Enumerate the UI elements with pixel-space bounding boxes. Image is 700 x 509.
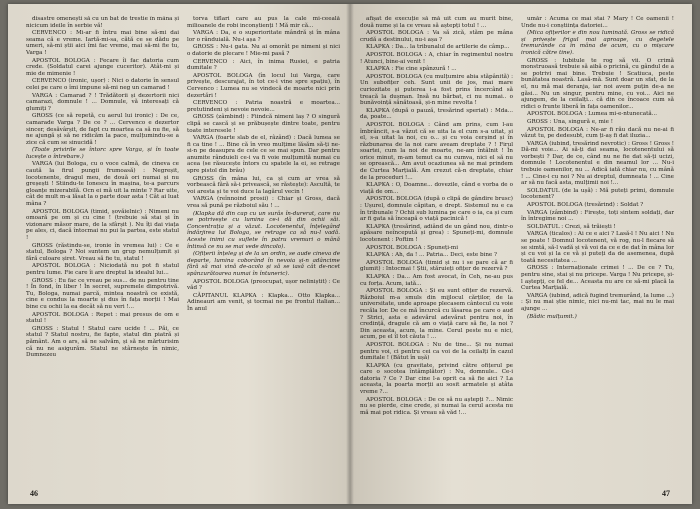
dialogue-line: KLAPKA (după o pauză, tresărind speriat) : Mda... da, poate... [360, 107, 513, 121]
right-page [350, 4, 692, 504]
dialogue-line: VARGA (foarte slab de el, râzând) : Dacă lumea se fi ca tine ! ... Bine că în vreo mulțime lăsăm să-ți ne-si-n pe deasupra de cele ce se mai spun. Dar pentru anumite rânduieli ce-i va fi voie mulțumită numai cu acea (se răsucește întors cu spatele la ei, se retrage spre pistol din brâu) [187, 135, 340, 175]
stage-direction: (Mica ofițerilor e din nou luminată. Gross se ridică și privește frigul mai aproape, cu degetele tremurânde ca în mâna de acum, cu o mișcare ironică către tine). [521, 30, 674, 56]
dialogue-line: GROSS : Iubitule te rog să vii. O crimă monstruoasă trebuie să aibă o pricină, cu gândul de a se potrivi mai bine. Trebuie ! Scatiuca, peste bunătatea noastră. Lasă-mă. Sunt doar un sfat, de la el, nu mă mai deranja, iar noi avem puțin de-a ne găsi... Nu un singur, pentru mine, cu voi... Aici ne ajungem, de la ceilalți... că din ce încoace cum să ridici o frunte liberă în fața oamenilor... [521, 57, 674, 110]
dialogue-line: APOSTOL BOLOGA : Fecare îi fac datoria cum crede. (Soldatul carei ajunge cuceritor). Atât-mi și mie de mimenie ! [26, 57, 179, 77]
dialogue-line: GROSS (zâmbind) : Fiindcă nimeni laș ? O singură clipă se cască și se prăbușește dintre toate, pentru toate interesele ! [187, 114, 340, 134]
right-page-columns [360, 16, 674, 486]
dialogue-line: VARGA (iubind, adică fugind tremurând, la lume ...) : Și nu mai știe nimic, nici nu-mi tac, mai nu le mai ajunge ... [521, 292, 674, 312]
stage-direction: (Ofițerii înțeleg și de la un ordin, se aude cineva de departe, lumina coborând în nevoia și-n adâncime fără să mai vină de-acolo și să se iasă cât de-ncet spânzurătoarea numai în întuneric). [187, 251, 340, 277]
dialogue-line: GROSS : Internaționale crimei ! ... De ce ? Tu, pentru sine, stai și nu pricepe. Varga ! Nu pricepe, și-l aștepți, ce fel de... Aceasta nu are ce să-mi placă la Curtea Marțială. [521, 265, 674, 292]
dialogue-line: APOSTOL BOLOGA : Repet : mai presus de om e statul ! [26, 311, 179, 325]
dialogue-line: CERVENCO : Patria noastră e moartea... pretutindeni și nevoie nevoie... [187, 100, 340, 113]
dialogue-line: disastre omenești să cu un bat de trestie în mâna și nicicum ideile în serbie vă! [26, 16, 179, 29]
dialogue-line: VARGA (lui Bologa, cu o voce calmă, de cineva ce caută la firul pungii frumoasă) : Negreșit, locotenente, dragul meu, de două ori numai și nu greșești ! Stiindu-te Ionescu în mașina, te-a parcurs gloanțe mizerabilă. Ocn ei mă uit la minte ? Rar uite, cât de mult m-a lăsat la o parte doar asta ! Cât ai luat mâna ? [26, 161, 179, 208]
dialogue-line: APOSTOL BOLOGA : Niciodată nu pot fi statul pentru lume. Fie care îi are dreptul la idealul lui... [26, 263, 179, 276]
dialogue-line: GROSS (răstindu-se, ironie în vremea lui) : Ce e statul, Bologa ? Noi suntem un grup nemulțumit și fără culoare șiret. Vreau să fie tu, statul ! [26, 242, 179, 262]
left-page-column-1 [26, 16, 179, 486]
dialogue-line: GROSS : Una, singură e, mie ! [527, 118, 614, 125]
dialogue-line: APOSTOL BOLOGA : Spuneți-mi [366, 244, 459, 251]
dialogue-line: GROSS : Statul ! Statul care ucide ! ... Păi, ce statul ? Statul nostru, fie fapte, statul din piatră și pământ. Am o ars, să ne salvăm, și să ne mărturisim că nu ne asigurăm. Statul ne stârnește în nimic, Dumnezeu [26, 325, 179, 359]
dialogue-line: CĂPITANUL KLAPKA : Klapka... Otto Klapka... Adineauri am venit, și tocmai ne pe frontul italian... În anul [187, 292, 340, 312]
dialogue-line: APOSTOL BOLOGA : Nu de tine... Și nu numai pentru voi, ci pentru cei ca voi de la ceilalți în cazul dumitale ! (Bătut în ușă) [360, 341, 513, 362]
dialogue-line: GROSS : Eu fac ce vreau pe sus... de nu pentru tine ! În fond, în liber ! În secret, supremele dimpotrivă. Tu, Bologa, numai parcă, mintea noastră ce există, cine e condus la moarte și dus în fața morții ! Mai bine cu ochii la ea decât să nu veri !... [26, 277, 179, 310]
dialogue-line: VARGA (ticalos) : Ai ce e aici ? Lasă-l ! Nu aici ! Nu se poate ! Domnul locotenent, vă rog, nu-l fiecare să se simtă, să-l vadă și vă voi da ce e de dat în mâna lor și cu voi și la ce vă și puteți da de asemenea, după toată necesitatea ... [521, 231, 674, 264]
left-page [8, 4, 350, 504]
dialogue-line: KLAPKA : Ah, da ! ... Patria... Deci, este bine ? [366, 252, 498, 259]
right-page-column-2 [521, 16, 674, 486]
dialogue-line: APOSTOL BOLOGA (tresărind) : Soldat ? [527, 202, 644, 209]
dialogue-line: VARGA (zâmbind) : Firește, toți sintem soldați, dar în întregime noi ... [521, 209, 674, 223]
stage-direction: (Toate privirile se întorc spre Varga, și în toate lucește o întrebare.) [26, 147, 179, 160]
dialogue-line: APOSTOL BOLOGA : A, chiar în regimentul nostru ! Atunci, bine-ai venit ! [360, 51, 513, 65]
page-number-left: 46 [30, 489, 38, 498]
dialogue-line: VARGA (reînnoind prosii) : Chiar și Gross, dacă vrea să pună pe războiul său ! ... [187, 196, 340, 210]
dialogue-line: SOLDATUL (de la ușă) : Mă puteți primi, domnule locotenent? [521, 187, 674, 201]
dialogue-line: SOLDATUL : Crezi, să trăiești ! [527, 223, 616, 230]
dialogue-line: APOSTOL BOLOGA (după o clipă de gândire brusc) : Ușurel, domnule căpitan, e drept. Sistemul nu e ca în tribunale ? Ochii sub lumina pe care o ia, ca și cum ar fi gata să înceapă o viață pacinică ! [360, 196, 513, 223]
right-page-column-1 [360, 16, 513, 486]
dialogue-line: KLAPKA : O, Doamne... dovezile, când e vorba de o viață de om... [360, 182, 513, 195]
book-gutter [346, 4, 354, 504]
dialogue-line: CERVENCO : Mi-ar fi întru mai bine să-mi dai seama că e vreme. Iartă-mi-sa, cătă ce se dădu pe umeri, să-mi știi aici îmi fac vreme, mai să-mi fie tu, Varga ! [26, 30, 179, 56]
dialogue-line: GROSS (ce să repetă, cu aerul lui ironic) : De ce, camarade Varga ? De ce ? ... Cervenco e dezertor sincer, desăvârșit, de fapt cu moartea ca să nu fie, să ne ajungă și să ne ridicăm la pace, mulțumindu-se a zice că cum se sinucidă ! [26, 113, 179, 146]
dialogue-line: VARGA : Camarad ? ! Trădătorii și dezertorii nici camarazi, domnule ! ... Domnule, vă interesați că glumiți ? [26, 92, 179, 112]
stage-direction: (Klapka dă din cap cu un surâs în-durerat, care nu se potrivește cu lumina ce-i dă din ochii săi. Concentrația și a văzut. Locotenentul, înțelegând îndârjirea lui Bologa, se retrage ca să nu-l vadă. Aceste inimi cu suflete în patru vremuri o mână întinsă ce nu se mai vede dincolo). [187, 210, 340, 250]
dialogue-line: KLAPKA : Da... la tribunalul de artilerie de câmp... [366, 44, 510, 51]
dialogue-line: afișat de execuție să mă uit cum au murit bine, două nume și la ce vreau să aștepți totul ! ... [360, 16, 513, 29]
dialogue-line: torva tiflari care au pus la cale mi-ceeală milioanele de robi inconștienți ! Mă mir că... [187, 16, 340, 29]
dialogue-line: KLAPKA : Fie cine spânzură ! ... [366, 66, 457, 73]
dialogue-line: APOSTOL BOLOGA (în locul lui Varga, care privește, descurajat, în tot ce-i vine spre spațiu), în Cervenco : Lumea nu se vindecă de moarte nici prin dezertări ! [187, 72, 340, 99]
dialogue-line: APOSTOL BOLOGA (cu mulțumire abia stăpânită) : Un subofițer ceh. Sunt unii de jos, mai mare curiozitate și puterea i-a fost prins încercând să treacă la dușman. Insă nu bărbat, ci nu numai.. o bunăvoință sănătoasă, și-n mine revolta ! [360, 73, 513, 107]
left-page-column-2 [187, 16, 340, 486]
dialogue-line: CERVENCO : Aici, în inima Rusiei, e patria dumitale ? [187, 58, 340, 72]
dialogue-line: umăr : Acuma ce mai stai ? Mary ! Ce oamenii ! Unde nu-i conștiința datoriei... [521, 16, 674, 29]
dialogue-line: APOSTOL BOLOGA : Va să zică, stăm pe mâna crudă a destinului, nu-i așa ? [360, 30, 513, 43]
dialogue-line: APOSTOL BOLOGA : De ce să nu aștepți ?... Nimic nu se pierde, cine crede, și numai la cerul acesta nu mă mai pot ridica. Și vreau să văd !... [360, 396, 513, 416]
dialogue-line: APOSTOL BOLOGA : Când am prins, cum l-au îmbrâncit, s-a văzut că se uita la el cum s-a uitat, și el, s-a uitat la noi, cu o... și cu voia cerșind și în răzbunarea de la noi care aveam dreptate ? ! Firul soartei, cum la noi de moarte, ne-am întâlnit ! În orice minut, m-am temut ca nu cumva, nici el să nu se oprească... Am avut ocaziunea să ne mai prindem de Curtea Marțială. Am crezut că-n dreptate, chiar de la proceduri !... [360, 121, 513, 181]
dialogue-line: APOSTOL BOLOGA : Lumea mi-e-ntunecată... [527, 111, 658, 118]
dialogue-line: VARGA : Da, e o superioritate mândră și în mâna lor o rânduială. Nu-i așa ? [187, 30, 340, 43]
dialogue-line: GROSS : Nu-i gata. Nu ai omorât pe nimeni și nici o datorie de plecare ! Mie-mi pasă ? [187, 44, 340, 57]
dialogue-line: APOSTOL BOLOGA (timid și nu i se pare că ar fi glumit) : Intocmai ! Știi, stăruieți ofițer de rezervă ? [360, 259, 513, 273]
stage-direction: (Bădic mulțumit.) [527, 313, 577, 320]
dialogue-line: CERVENCO (ironic, ușor) : Nici o datorie în sensul celei pe care o îmi impune să-mi neg un camarad ! [26, 78, 179, 91]
dialogue-line: APOSTOL BOLOGA : Ne-ar fi rău dacă nu ne-ai fi văzut tu, pe dedesubt, cum ți-aș fi dat iluzia... [521, 126, 674, 140]
dialogue-line: APOSTOL BOLOGA (timid, șovăielnic) : Nimeni nu omoară pe om și cu cine ! (trebuie să stai și în vizionare măsor mare, de la sfârșit ). Nu îți dai viața pe ales, ci, dacă întocmai nu pui la partea, este statul ! [26, 208, 179, 241]
dialogue-line: APOSTOL BOLOGA (preocupat, ușor neliniștit) : Ce văd ? [187, 278, 340, 292]
left-page-columns [26, 16, 340, 486]
book-spread [8, 4, 692, 504]
dialogue-line: APOSTOL BOLOGA : Și eu sunt ofițer de rezervă. Războiul m-a smuls din mijlocul cărților, de la universitate, unde aproape plecasem cântecul cu voie recăla lor. De ce mă încurcă cu lăsarea pe care o aud ? Strici, asta e adevărul adevărat pentru noi, în credință, dragule că am o viață care să fie, la noi ? Din aceasta, acum, la mine. Cerul peste nu e nici, acum, pe el îl tot căuta ! ... [360, 288, 513, 341]
dialogue-line: KLAPKA (tresărind, adiând de un gând nou, dintr-o apăsare neîncepută și grea) : Spuneți-mi, domnule locotenent : Poftim ! [360, 223, 513, 243]
dialogue-line: KLAPKA (cu gravitate, privind către ofițerul pe care o socotea întâmplător) : Nu, domnule.. Ce-i datoria ? Ce ? Dar cine l-a oprit ca să fie aici ? La aceasta, la poarta morții au sosit armatele și atâta vreme ?... [360, 362, 513, 396]
page-number-right: 47 [662, 489, 670, 498]
dialogue-line: KLAPKA : Da... Am fost avocat, în Ceh, ne-au pus cu forța. Acum, iată... [360, 273, 513, 287]
dialogue-line: GROSS (în mâna lui, ca și cum ar vrea să vorbească fără să-i privească, se răstește): Ascultă, te voi aresta și te voi duce la lagărul vecin ! [187, 175, 340, 195]
dialogue-line: VARGA (iubind, tresărind nevrotic) : Gross ! Gross ! Dă-mi voie... Ai să-ți dai seama, locotenentului să vorbești ? Dar, de ce, când nu ne fie dat să-ți ucizi, domnule ! Locotenentul e din neamul lor ... Nu-i trebuie oamenilor, nu ... Adică iată chiar nu, cu mână ! ... Cine-i cu noi ? Nu ai dreptul, dumneata ! ... Cine ar să nu facă asta, mulțimii noi !... [521, 140, 674, 187]
